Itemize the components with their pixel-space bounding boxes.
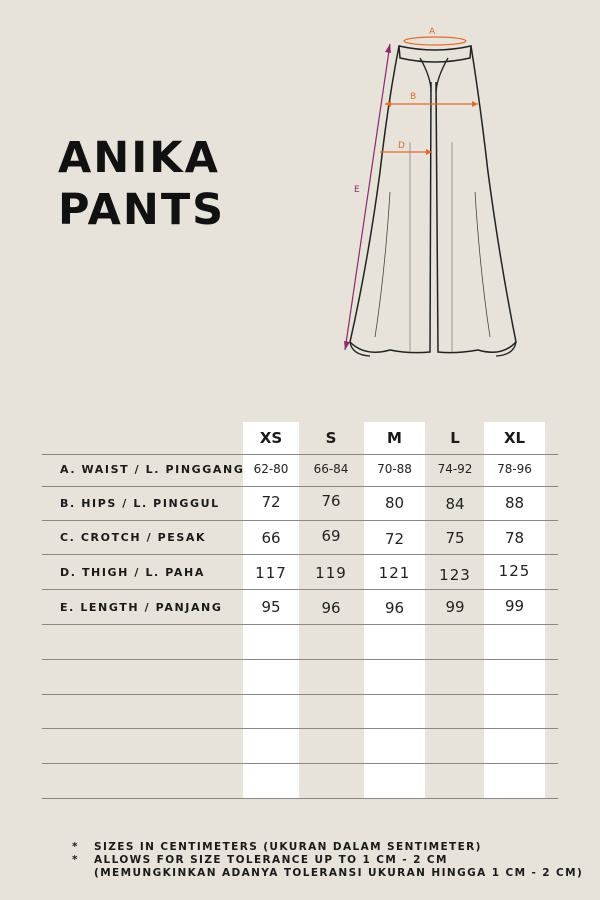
table-divider: [42, 624, 558, 625]
table-divider: [42, 589, 558, 590]
table-cell: 99: [504, 597, 525, 615]
row-label: D. THIGH / L. PAHA: [60, 566, 205, 579]
table-cell: 80: [384, 494, 405, 512]
table-cell: 84: [445, 495, 465, 513]
svg-text:D: D: [398, 141, 405, 151]
size-header-l: L: [450, 429, 460, 447]
table-cell: 72: [261, 493, 281, 511]
row-label: A. WAIST / L. PINGGANG: [60, 463, 245, 476]
table-cell: 74-92: [437, 462, 473, 476]
size-header-s: S: [325, 429, 337, 447]
note-text: SIZES IN CENTIMETERS (UKURAN DALAM SENTIMETER): [94, 841, 482, 853]
table-cell: 117: [255, 564, 287, 582]
wide-leg-pants-diagram-icon: [330, 22, 530, 367]
svg-text:B: B: [410, 92, 417, 102]
note-text: (MEMUNGKINKAN ADANYA TOLERANSI UKURAN HINGGA 1 CM - 2 CM): [94, 867, 584, 879]
table-cell: 125: [498, 562, 531, 580]
table-cell: 78: [504, 529, 525, 547]
row-label: C. CROTCH / PESAK: [60, 531, 207, 544]
table-cell: 62-80: [253, 462, 289, 476]
table-divider: [42, 554, 558, 555]
table-divider: [42, 486, 558, 487]
table-divider: [42, 763, 558, 764]
size-header-xl: XL: [503, 429, 526, 447]
note-text: ALLOWS FOR SIZE TOLERANCE UP TO 1 CM - 2 CM: [94, 854, 448, 866]
table-divider: [42, 694, 558, 695]
table-cell: 96: [384, 599, 405, 617]
table-divider: [42, 454, 558, 455]
page-title: [58, 132, 225, 236]
table-divider: [42, 520, 558, 521]
table-cell: 99: [445, 598, 465, 616]
table-cell: 76: [321, 492, 341, 510]
title-line-2: PANTS: [58, 185, 226, 235]
table-cell: 70-88: [377, 462, 412, 476]
table-cell: 72: [384, 530, 405, 548]
svg-text:E: E: [354, 185, 360, 195]
table-cell: 78-96: [497, 462, 532, 476]
note-bullet: *: [72, 854, 79, 866]
table-cell: 123: [439, 566, 471, 584]
table-divider: [42, 659, 558, 660]
table-cell: 119: [315, 564, 347, 582]
row-label: B. HIPS / L. PINGGUL: [60, 497, 220, 510]
table-divider: [42, 798, 558, 799]
table-cell: 96: [321, 599, 341, 617]
size-notes: [72, 841, 583, 880]
note-line: [72, 867, 583, 880]
note-line: [72, 841, 583, 854]
table-cell: 75: [445, 529, 465, 547]
row-label: E. LENGTH / PANJANG: [60, 601, 223, 614]
table-cell: 66: [261, 529, 281, 547]
table-cell: 69: [321, 527, 341, 545]
table-cell: 95: [261, 598, 281, 616]
table-divider: [42, 728, 558, 729]
svg-text:A: A: [429, 27, 436, 37]
note-line: [72, 854, 583, 867]
size-header-xs: XS: [259, 429, 283, 447]
title-line-1: ANIKA: [58, 133, 220, 183]
size-header-m: M: [387, 429, 402, 447]
note-bullet: *: [72, 841, 79, 853]
table-cell: 88: [504, 494, 525, 512]
table-cell: 66-84: [313, 462, 349, 476]
table-cell: 121: [378, 564, 411, 582]
